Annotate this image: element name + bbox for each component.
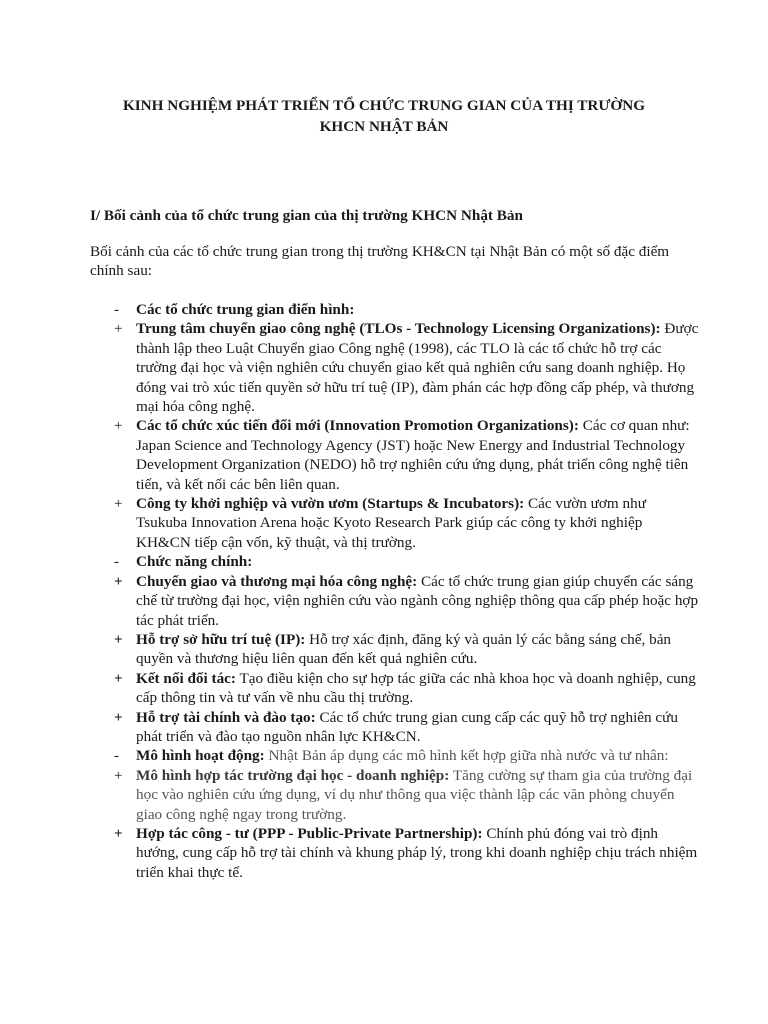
list-item-plus (90, 572, 700, 630)
section-heading: I/ Bối cảnh của tổ chức trung gian của thị trường KHCN Nhật Bản (90, 207, 523, 224)
list-item-body: Hỗ trợ xác định, đăng ký và quản lý các bằng sáng chế, bản quyền và thương hiệu liên quan đến kết quả nghiên cứu. (136, 630, 672, 668)
list-item-plus (90, 630, 700, 669)
list-item-text (136, 572, 700, 630)
list-marker: - (114, 553, 120, 571)
list-marker: + (114, 824, 123, 842)
list-item-plus (90, 669, 700, 708)
list-item-lead: Các tổ chức trung gian điển hình: (136, 301, 355, 318)
list-item-text (136, 766, 700, 824)
list-marker: + (114, 766, 123, 784)
list-item-text (136, 552, 700, 571)
list-item-plus (90, 766, 700, 824)
list-item-lead: Hỗ trợ tài chính và đào tạo: (136, 708, 316, 726)
list-item-lead: Các tổ chức xúc tiến đổi mới (Innovation Promotion Organizations): (136, 417, 579, 435)
list-marker: - (114, 747, 120, 765)
list-item-text (136, 630, 700, 669)
list-item-text (136, 669, 700, 708)
list-marker: + (114, 417, 123, 435)
list-item-body: Chính phủ đóng vai trò định hướng, cung cấp hỗ trợ tài chính và khung pháp lý, trong khi doanh nghiệp chịu trách nhiệm triển khai thực tế. (136, 824, 698, 881)
list-item-lead: Mô hình hợp tác trường đại học - doanh nghiệp: (136, 766, 450, 784)
list-marker: + (114, 320, 123, 338)
document-title (80, 95, 688, 137)
list-item-lead: Trung tâm chuyển giao công nghệ (TLOs - Technology Licensing Organizations): (136, 320, 661, 338)
list-item-body: Các tổ chức trung gian giúp chuyển các sáng chế từ trường đại học, viện nghiên cứu vào ngành công nghiệp thông qua cấp phép hoặc hợp tác phát triển. (136, 572, 699, 629)
list-item-text (136, 416, 700, 494)
list-item-plus (90, 494, 700, 552)
list-item-plus (90, 416, 700, 494)
intro-paragraph: Bối cảnh của các tổ chức trung gian trong thị trường KH&CN tại Nhật Bản có một số đặc điểm chính sau: (90, 243, 670, 280)
list-item-body: Các vườn ươm như Tsukuba Innovation Arena hoặc Kyoto Research Park giúp các công ty khởi nghiệp KH&CN tiếp cận vốn, kỹ thuật, và thị trường. (136, 495, 646, 551)
list-marker: + (114, 708, 123, 726)
title-line-2: KHCN NHẬT BẢN (319, 118, 449, 135)
list-item-body: Các tổ chức trung gian cung cấp các quỹ hỗ trợ nghiên cứu phát triển và đào tạo nguồn nhân lực KH&CN. (136, 708, 679, 745)
list-item-lead: Hợp tác công - tư (PPP - Public-Private Partnership): (136, 824, 483, 842)
title-line-1: KINH NGHIỆM PHÁT TRIỂN TỔ CHỨC TRUNG GIAN CỦA THỊ TRƯỜNG (122, 97, 646, 114)
list-marker: + (114, 630, 123, 648)
list-item-lead: Công ty khởi nghiệp và vườn ươm (Startups & Incubators): (136, 495, 525, 513)
list-item-text (136, 708, 700, 747)
list-item-dash (90, 300, 700, 319)
list-item-text (136, 824, 700, 882)
list-marker: + (114, 669, 123, 687)
list-item-plus (90, 824, 700, 882)
list-item-dash (90, 746, 700, 765)
list-item-plus (90, 319, 700, 416)
list-item-plus (90, 708, 700, 747)
list-item-body: Các cơ quan như: Japan Science and Technology Agency (JST) hoặc New Energy and Industrial Technology Development Organization (NEDO) hỗ trợ nghiên cứu ứng dụng, phát triển công nghệ tiên tiến, và kết nối các bên liên quan. (136, 417, 690, 493)
list-item-text (136, 319, 700, 416)
list-item-text (136, 494, 700, 552)
list-marker: + (114, 572, 123, 590)
bullet-list (90, 300, 700, 882)
list-item-body: Nhật Bản áp dụng các mô hình kết hợp giữa nhà nước và tư nhân: (264, 747, 669, 765)
list-item-lead: Kết nối đối tác: (136, 669, 236, 687)
list-marker: - (114, 301, 120, 318)
list-item-body: Tạo điều kiện cho sự hợp tác giữa các nhà khoa học và doanh nghiệp, cung cấp thông tin và tư vấn về nhu cầu thị trường. (136, 669, 696, 707)
list-marker: + (114, 495, 123, 513)
list-item-body: Tăng cường sự tham gia của trường đại học vào nghiên cứu ứng dụng, ví dụ như thông qua việc thành lập các văn phòng chuyển giao công nghệ ngay trong trường. (136, 766, 693, 823)
list-item-lead: Chức năng chính: (136, 553, 253, 571)
list-item-lead: Hỗ trợ sở hữu trí tuệ (IP): (136, 630, 306, 648)
list-item-lead: Mô hình hoạt động: (136, 747, 265, 765)
list-item-lead: Chuyển giao và thương mại hóa công nghệ: (136, 572, 418, 590)
list-item-text (136, 746, 700, 765)
list-item-body: Được thành lập theo Luật Chuyển giao Công nghệ (1998), các TLO là các tổ chức hỗ trợ các trường đại học và viện nghiên cứu chuyển giao kết quả nghiên cứu sang doanh nghiệp. Họ đóng vai trò xúc tiến quyền sở hữu trí tuệ (IP), đàm phán các hợp đồng cấp phép, và thương mại hóa công nghệ. (136, 320, 699, 416)
list-item-text (136, 300, 700, 319)
list-item-dash (90, 552, 700, 571)
